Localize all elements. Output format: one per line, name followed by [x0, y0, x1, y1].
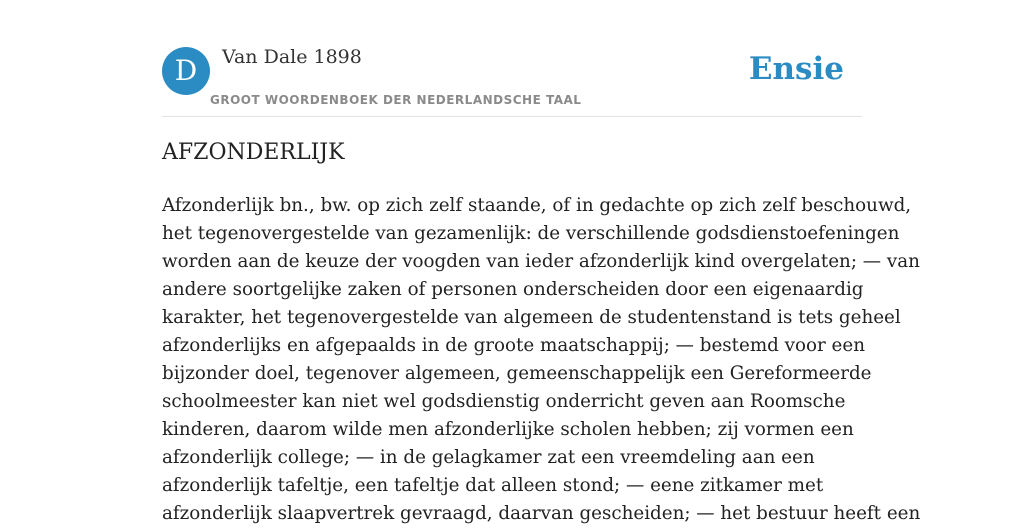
definition-line: karakter, het tegenovergestelde van algemeen de studentenstand is tets geheel: [162, 307, 901, 328]
definition-line: het tegenovergestelde van gezamenlijk: de verschillende godsdienstoefeningen: [162, 223, 900, 244]
dictionary-subtitle: GROOT WOORDENBOEK DER NEDERLANDSCHE TAAL: [210, 93, 582, 107]
definition-line: afzonderlijk slaapvertrek gevraagd, daarvan gescheiden; — het bestuur heeft een: [162, 503, 921, 524]
definition-line: Afzonderlijk bn., bw. op zich zelf staande, of in gedachte op zich zelf beschouwd,: [162, 195, 912, 216]
definition-line: afzonderlijks en afgepaalds in de groote maatschappij; — bestemd voor een: [162, 335, 865, 356]
definition-line: afzonderlijk college; — in de gelagkamer zat een vreemdeling aan een: [162, 447, 815, 468]
definition-line: andere soortgelijke zaken of personen onderscheiden door een eigenaardig: [162, 279, 864, 300]
definition-line: bijzonder doel, tegenover algemeen, gemeenschappelijk een Gereformeerde: [162, 363, 872, 384]
dictionary-badge-icon[interactable]: D: [162, 47, 210, 95]
definition-line: afzonderlijk tafeltje, een tafeltje dat alleen stond; — eene zitkamer met: [162, 475, 824, 496]
entry-headword: AFZONDERLIJK: [162, 140, 345, 165]
definition-line: schoolmeester kan niet wel godsdienstig onderricht geven aan Roomsche: [162, 391, 846, 412]
dictionary-header: [162, 44, 862, 117]
entry-definition: [162, 192, 921, 528]
definition-line: kinderen, daarom wilde men afzonderlijke scholen hebben; zij vormen een: [162, 419, 854, 440]
definition-line: worden aan de keuze der voogden van ieder afzonderlijk kind overgelaten; — van: [162, 251, 920, 272]
ensie-logo[interactable]: Ensie: [748, 51, 844, 87]
dictionary-name[interactable]: Van Dale 1898: [222, 46, 362, 68]
